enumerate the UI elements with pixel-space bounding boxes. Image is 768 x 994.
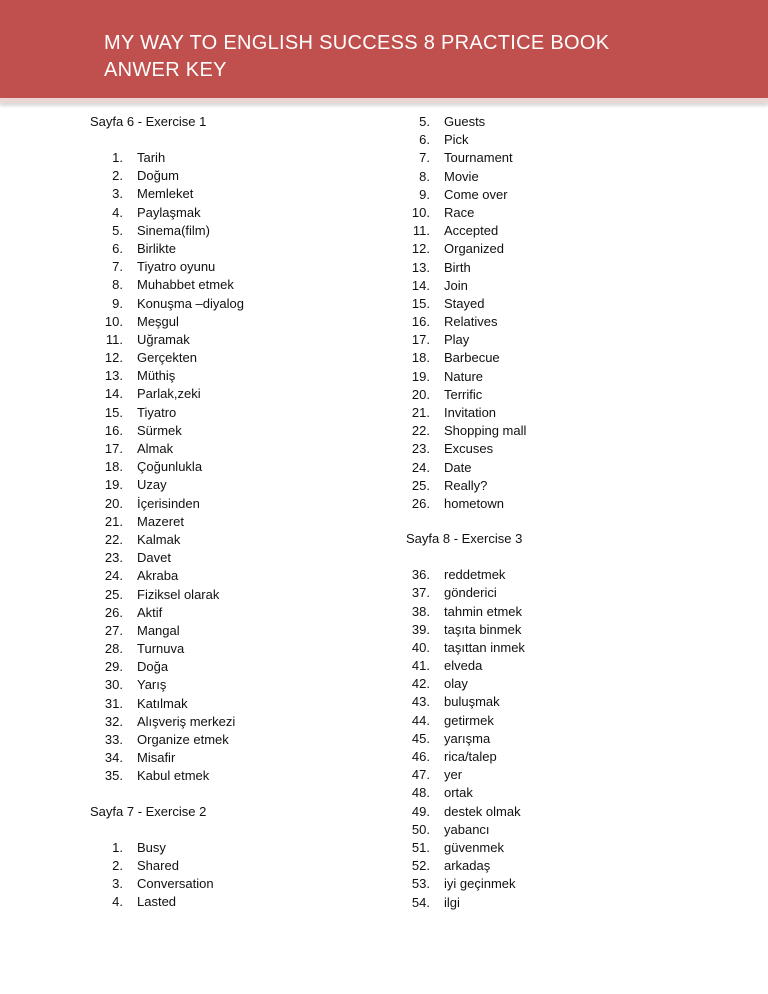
item-text: Birlikte	[137, 240, 177, 256]
item-number: 26.	[411, 495, 430, 511]
list-item	[90, 875, 390, 893]
item-text: Organize etmek	[137, 732, 229, 747]
item-text: yarışma	[444, 730, 491, 746]
item-number: 24.	[411, 459, 430, 475]
item-number: 13.	[411, 259, 430, 275]
list-item	[406, 240, 726, 258]
list-item	[406, 784, 726, 802]
item-text: Aktif	[137, 604, 163, 620]
item-text: rica/talep	[444, 749, 497, 764]
item-text: Conversation	[137, 875, 214, 891]
item-text: Movie	[444, 168, 479, 184]
list-item	[406, 168, 726, 186]
list-item	[90, 204, 390, 222]
list-item	[90, 567, 390, 585]
item-number: 51.	[411, 839, 430, 855]
item-number: 11.	[412, 223, 430, 239]
item-text: Yarış	[137, 677, 167, 693]
item-text: hometown	[444, 495, 504, 511]
list-item	[406, 657, 726, 675]
list-item	[90, 658, 390, 676]
item-text: Shared	[137, 857, 179, 873]
item-number: 46.	[411, 749, 430, 764]
list-item	[406, 603, 726, 621]
item-text: taşıttan inmek	[444, 639, 525, 655]
item-text: Sürmek	[137, 422, 182, 438]
item-number: 28.	[104, 641, 123, 657]
item-number: 40.	[411, 639, 430, 655]
list-item	[90, 331, 390, 349]
list-item	[90, 531, 390, 549]
item-text: taşıta binmek	[444, 621, 522, 637]
item-number: 8.	[419, 168, 430, 184]
item-text: Birth	[444, 259, 471, 275]
item-number: 10.	[411, 204, 430, 220]
list-item	[90, 839, 390, 857]
item-text: Paylaşmak	[137, 204, 201, 220]
item-text: Doğa	[137, 659, 169, 675]
item-number: 7.	[419, 150, 430, 166]
item-text: reddetmek	[444, 567, 506, 583]
item-text: Memleket	[137, 186, 194, 202]
item-number: 19.	[104, 477, 123, 493]
item-number: 6.	[112, 240, 123, 256]
item-number: 13.	[104, 368, 123, 384]
item-number: 6.	[419, 132, 430, 148]
item-number: 3.	[112, 186, 123, 202]
item-text: yer	[444, 767, 463, 783]
item-number: 2.	[112, 857, 123, 873]
item-number: 9.	[112, 295, 123, 311]
item-number: 18.	[411, 350, 430, 366]
item-text: Fiziksel olarak	[137, 586, 220, 602]
item-text: Akraba	[137, 568, 179, 584]
list-item	[406, 186, 726, 204]
list-item	[90, 276, 390, 294]
item-text: Join	[444, 277, 468, 293]
list-item	[406, 422, 726, 440]
item-number: 15.	[411, 295, 430, 311]
item-number: 3.	[112, 875, 123, 891]
item-number: 21.	[411, 405, 430, 420]
item-text: buluşmak	[444, 694, 500, 710]
item-text: Konuşma –diyalog	[137, 295, 244, 311]
item-text: Invitation	[444, 405, 497, 420]
list-item	[90, 149, 390, 167]
item-text: destek olmak	[444, 803, 521, 819]
item-text: Uğramak	[137, 331, 190, 347]
item-number: 1.	[112, 839, 123, 855]
item-text: Busy	[137, 839, 166, 855]
item-text: ilgi	[444, 894, 460, 910]
list-item	[406, 857, 726, 875]
item-text: iyi geçinmek	[444, 876, 516, 892]
list-item	[90, 222, 390, 240]
item-number: 17.	[104, 441, 123, 456]
item-number: 36.	[411, 567, 430, 583]
list-item	[90, 167, 390, 185]
item-text: elveda	[444, 658, 483, 674]
item-number: 54.	[411, 894, 430, 910]
list-item	[406, 313, 726, 331]
list-item	[406, 821, 726, 839]
list-item	[406, 113, 726, 131]
item-text: Muhabbet etmek	[137, 277, 234, 293]
item-number: 31.	[104, 695, 123, 711]
list-item	[406, 839, 726, 857]
list-item	[406, 495, 726, 513]
list-item	[406, 277, 726, 295]
item-text: Stayed	[444, 295, 485, 311]
list-item	[90, 240, 390, 258]
list-item	[406, 875, 726, 893]
section-title-ex2: Sayfa 7 - Exercise 2	[90, 803, 207, 819]
list-item	[406, 894, 726, 912]
list-item	[406, 149, 726, 167]
item-number: 30.	[104, 677, 123, 693]
list-item	[406, 204, 726, 222]
header-banner	[0, 0, 768, 103]
item-text: Accepted	[444, 223, 499, 239]
item-text: Çoğunlukla	[137, 459, 203, 475]
item-number: 33.	[104, 732, 123, 747]
item-text: Parlak,zeki	[137, 386, 201, 402]
item-number: 41.	[411, 658, 430, 674]
item-text: Misafir	[137, 750, 176, 766]
list-item	[406, 566, 726, 584]
item-text: arkadaş	[444, 858, 491, 874]
list-item	[90, 313, 390, 331]
item-number: 22.	[104, 531, 123, 547]
list-item	[406, 404, 726, 422]
list-item	[406, 386, 726, 404]
list-item	[90, 476, 390, 494]
list-item	[90, 731, 390, 749]
list-item	[406, 748, 726, 766]
item-number: 8.	[112, 277, 123, 293]
item-number: 25.	[411, 477, 430, 493]
list-item	[406, 730, 726, 748]
item-number: 21.	[104, 513, 123, 529]
section-title-ex1: Sayfa 6 - Exercise 1	[90, 114, 207, 129]
list-item	[406, 331, 726, 349]
item-number: 15.	[104, 404, 123, 420]
item-text: Gerçekten	[137, 350, 197, 366]
item-number: 20.	[411, 386, 430, 402]
item-number: 29.	[104, 659, 123, 675]
item-number: 47.	[411, 767, 430, 783]
item-text: Kalmak	[137, 531, 181, 547]
item-number: 42.	[411, 676, 430, 692]
item-number: 18.	[104, 459, 123, 475]
item-text: Terrific	[444, 386, 483, 402]
list-item	[90, 749, 390, 767]
list-item	[90, 295, 390, 313]
item-text: Guests	[444, 114, 486, 129]
item-text: Barbecue	[444, 350, 500, 366]
item-number: 26.	[104, 604, 123, 620]
list-item	[90, 640, 390, 658]
item-text: Kabul etmek	[137, 768, 210, 784]
page-title	[104, 30, 609, 84]
item-text: Race	[444, 204, 475, 220]
item-number: 10.	[104, 313, 123, 329]
item-number: 4.	[112, 894, 123, 910]
list-item	[406, 584, 726, 602]
item-number: 12.	[104, 350, 123, 366]
list-item	[90, 604, 390, 622]
item-number: 14.	[411, 277, 430, 293]
item-number: 37.	[411, 585, 430, 601]
item-number: 7.	[112, 259, 123, 275]
list-item	[90, 385, 390, 403]
item-text: Almak	[137, 441, 174, 456]
item-text: Katılmak	[137, 695, 188, 711]
item-text: İçerisinden	[137, 495, 200, 511]
list-item	[90, 586, 390, 604]
item-number: 44.	[411, 712, 430, 728]
item-text: Alışveriş merkezi	[137, 713, 236, 729]
item-number: 25.	[104, 586, 123, 602]
item-text: getirmek	[444, 712, 494, 728]
list-item	[90, 622, 390, 640]
list-item	[90, 767, 390, 785]
list-item	[90, 458, 390, 476]
list-item	[90, 422, 390, 440]
list-item	[406, 477, 726, 495]
item-text: Tiyatro	[137, 404, 177, 420]
item-number: 11.	[105, 331, 123, 347]
list-item	[406, 766, 726, 784]
ex3-list	[406, 566, 726, 912]
item-number: 5.	[419, 114, 430, 129]
item-text: Tarih	[137, 150, 166, 165]
list-item	[406, 349, 726, 367]
item-text: Come over	[444, 186, 508, 202]
item-text: Relatives	[444, 314, 498, 330]
item-number: 45.	[411, 730, 430, 746]
item-number: 16.	[104, 422, 123, 438]
list-item	[90, 695, 390, 713]
item-text: Tournament	[444, 150, 513, 166]
list-item	[406, 131, 726, 149]
list-item	[406, 621, 726, 639]
item-text: Nature	[444, 368, 484, 384]
item-text: Müthiş	[137, 368, 176, 384]
list-item	[406, 693, 726, 711]
item-number: 5.	[112, 222, 123, 238]
list-item	[90, 440, 390, 458]
item-number: 1.	[112, 150, 123, 165]
item-number: 48.	[411, 785, 430, 801]
list-item	[90, 258, 390, 276]
item-number: 38.	[411, 603, 430, 619]
list-item	[406, 440, 726, 458]
item-number: 52.	[411, 858, 430, 874]
item-number: 17.	[411, 332, 430, 348]
item-text: yabancı	[444, 821, 490, 837]
list-item	[90, 495, 390, 513]
item-text: Turnuva	[137, 641, 185, 657]
item-text: ortak	[444, 785, 473, 801]
section-title-ex3: Sayfa 8 - Exercise 3	[406, 531, 523, 547]
ex1-list	[90, 149, 390, 786]
list-item	[90, 513, 390, 531]
item-number: 34.	[104, 750, 123, 766]
item-number: 23.	[104, 550, 123, 566]
list-item	[406, 639, 726, 657]
list-item	[90, 713, 390, 731]
item-text: Sinema(film)	[137, 222, 210, 238]
list-item	[406, 712, 726, 730]
list-item	[90, 349, 390, 367]
item-number: 43.	[411, 694, 430, 710]
item-number: 53.	[411, 876, 430, 892]
title-line-1: MY WAY TO ENGLISH SUCCESS 8 PRACTICE BOOK	[104, 32, 610, 54]
item-number: 35.	[104, 768, 123, 784]
item-text: Mangal	[137, 622, 180, 638]
item-number: 39.	[411, 621, 430, 637]
item-number: 20.	[104, 495, 123, 511]
item-text: Excuses	[444, 441, 494, 457]
list-item	[90, 893, 390, 911]
item-text: Organized	[444, 241, 504, 257]
item-number: 19.	[411, 368, 430, 384]
left-column	[90, 113, 390, 911]
item-number: 12.	[411, 241, 430, 257]
item-text: Davet	[137, 550, 171, 566]
list-item	[90, 676, 390, 694]
right-column	[406, 113, 726, 912]
ex2-list-part1	[90, 839, 390, 912]
list-item	[406, 459, 726, 477]
list-item	[90, 185, 390, 203]
item-number: 22.	[411, 423, 430, 439]
title-line-2: ANWER KEY	[104, 59, 227, 81]
list-item	[90, 549, 390, 567]
item-text: Lasted	[137, 894, 177, 910]
item-number: 16.	[411, 314, 430, 330]
item-text: gönderici	[444, 585, 497, 601]
list-item	[406, 295, 726, 313]
list-item	[90, 404, 390, 422]
item-text: Mazeret	[137, 513, 184, 529]
item-number: 49.	[411, 803, 430, 819]
item-number: 23.	[411, 441, 430, 457]
list-item	[406, 368, 726, 386]
item-text: Pick	[444, 132, 469, 148]
item-number: 50.	[411, 821, 430, 837]
item-number: 32.	[104, 713, 123, 729]
ex2-list-part2	[406, 113, 726, 513]
item-text: Date	[444, 459, 472, 475]
item-text: Uzay	[137, 477, 167, 493]
item-number: 9.	[419, 186, 430, 202]
item-text: Doğum	[137, 168, 179, 184]
item-text: olay	[444, 676, 468, 692]
item-text: Really?	[444, 477, 488, 493]
list-item	[406, 259, 726, 277]
item-text: Shopping mall	[444, 423, 527, 439]
item-text: Meşgul	[137, 313, 179, 329]
item-text: Play	[444, 332, 470, 348]
item-text: tahmin etmek	[444, 603, 523, 619]
item-text: Tiyatro oyunu	[137, 259, 216, 275]
item-number: 27.	[104, 622, 123, 638]
item-number: 24.	[104, 568, 123, 584]
item-number: 4.	[112, 204, 123, 220]
list-item	[90, 367, 390, 385]
item-number: 2.	[112, 168, 123, 184]
list-item	[406, 675, 726, 693]
list-item	[406, 803, 726, 821]
item-number: 14.	[104, 386, 123, 402]
list-item	[90, 857, 390, 875]
item-text: güvenmek	[444, 839, 504, 855]
list-item	[406, 222, 726, 240]
